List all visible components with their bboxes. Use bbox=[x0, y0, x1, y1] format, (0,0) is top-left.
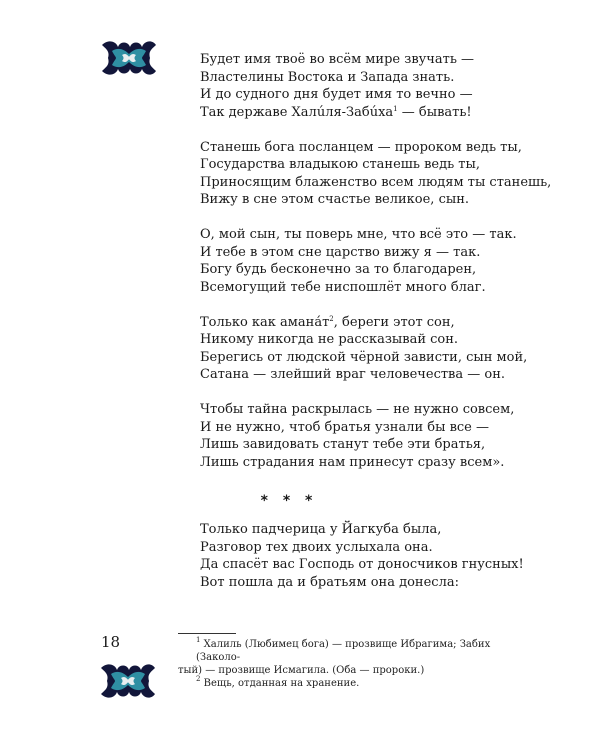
footnote-marker: 1 bbox=[196, 636, 201, 644]
stanza bbox=[200, 521, 524, 591]
verse-line: Вижу в сне этом счастье великое, сын. bbox=[200, 192, 469, 207]
verse-line: О, мой сын, ты поверь мне, что всё это — так. bbox=[200, 227, 517, 242]
verse-line: Богу будь бесконечно за то благодарен, bbox=[200, 262, 477, 277]
poem-block bbox=[200, 51, 552, 489]
verse-line: Берегись от людской чёрной зависти, сын мой, bbox=[200, 349, 528, 365]
floral-ornament-icon bbox=[98, 37, 160, 79]
verse-line: Вот пошла да и братьям она донесла: bbox=[200, 574, 459, 590]
verse-line-tail: — бывать! bbox=[397, 104, 472, 120]
footnote-text: Халиль (Любимец бога) — прозвище Ибрагима; Забих (Заколо- bbox=[196, 639, 491, 663]
verse-line: Никому никогда не рассказывай сон. bbox=[200, 332, 459, 347]
verse-line: Приносящим блаженство всем людям ты станешь, bbox=[200, 174, 552, 190]
verse-line bbox=[200, 314, 520, 332]
stanza bbox=[200, 314, 528, 384]
verse-line: Станешь бога посланцем — пророком ведь ты, bbox=[200, 139, 522, 155]
footnote-marker: 2 bbox=[329, 314, 334, 323]
section-divider: * * * bbox=[260, 493, 318, 509]
verse-line: Только падчерица у Йагкуба была, bbox=[200, 522, 442, 537]
footnote-1 bbox=[178, 636, 496, 677]
verse-line: Лишь страдания нам принесут сразу всем». bbox=[200, 454, 505, 470]
verse-line: Чтобы тайна раскрылась — не нужно совсем, bbox=[200, 402, 515, 417]
floral-ornament-icon bbox=[97, 660, 159, 702]
verse-line: Будет имя твоё во всём мире звучать — bbox=[200, 52, 475, 67]
footnotes bbox=[178, 636, 496, 690]
stanza bbox=[200, 401, 520, 471]
verse-line: И тебе в этом сне царство вижу я — так. bbox=[200, 244, 481, 260]
verse-line: Властелины Востока и Запада знать. bbox=[200, 69, 455, 85]
verse-line: Лишь завидовать станут тебе эти братья, bbox=[200, 437, 486, 452]
footnote-text: тый) — прозвище Исмагила. (Оба — пророки.) bbox=[178, 665, 425, 676]
verse-line: Сатана — злейший враг человечества — он. bbox=[200, 367, 506, 382]
footnote-text: Вещь, отданная на хранение. bbox=[203, 678, 360, 689]
stanza bbox=[200, 226, 520, 296]
poem-block-continued bbox=[200, 521, 524, 609]
verse-line: Разговор тех двоих услыхала она. bbox=[200, 539, 433, 555]
verse-line-text: Только как амана́т bbox=[200, 314, 330, 330]
footnote-2 bbox=[196, 677, 496, 690]
footnote-marker: 1 bbox=[393, 104, 398, 113]
stanza bbox=[200, 51, 520, 121]
verse-line bbox=[200, 104, 520, 122]
page-number: 18 bbox=[101, 633, 121, 651]
stanza bbox=[200, 139, 552, 209]
verse-line: И до судного дня будет имя то вечно — bbox=[200, 87, 473, 102]
verse-line: Да спасёт вас Господь от доносчиков гнусных! bbox=[200, 557, 524, 572]
verse-line-text: Так державе Халúля-Забúха bbox=[200, 104, 394, 120]
verse-line: Всемогущий тебе ниспошлёт много благ. bbox=[200, 279, 486, 295]
footnote-marker: 2 bbox=[196, 675, 201, 683]
verse-line: И не нужно, чтоб братья узнали бы все — bbox=[200, 419, 490, 435]
verse-line-tail: , береги этот сон, bbox=[333, 314, 455, 330]
verse-line: Государства владыкою станешь ведь ты, bbox=[200, 157, 480, 172]
footnote-separator bbox=[178, 633, 236, 634]
